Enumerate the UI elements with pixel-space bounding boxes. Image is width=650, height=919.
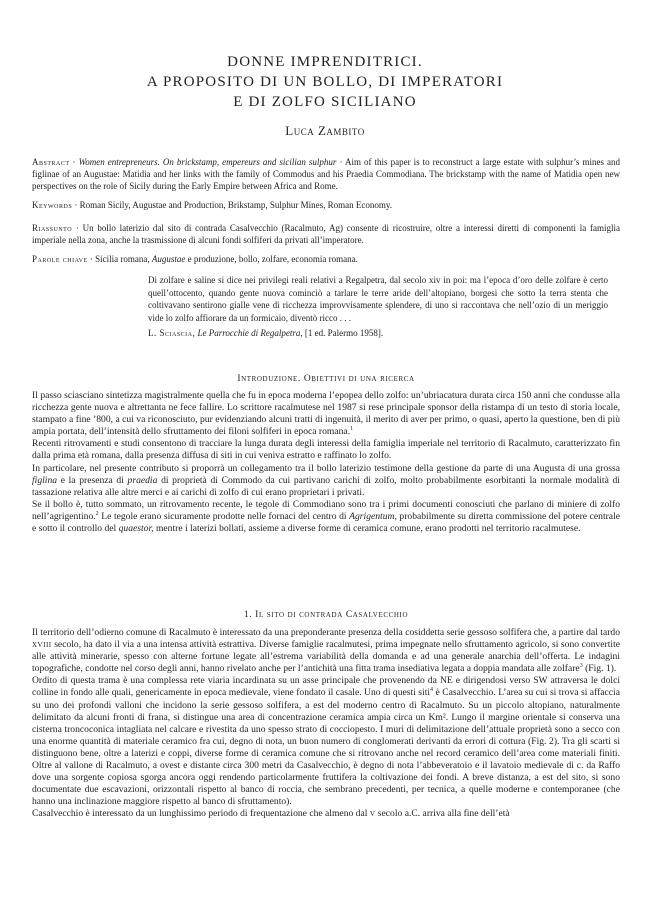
paragraph-text: Il territorio dell’odierno comune di Racalmuto è interessato da una preponderante presenza della cosiddetta serie gessoso solfifera che, a partire dal tardo [32,627,620,638]
paragraph-text: Se il bollo è, tutto sommato, un ritrovamento recente, le tegole di Commodiano sono tra i primi documenti conosciuti che parlano di miniere di zolfo nell’agrigentino. [32,498,620,522]
parole-chiave-label: Parole chiave [32,254,88,264]
paragraph [32,675,620,808]
keywords: Keywords · Roman Sicily, Augustae and Production, Brikstamp, Sulphur Mines, Roman Economy. [32,200,392,210]
abstract-title: Women entrepreneurs. On brickstamp, empereurs and sicilian sulphur [78,157,337,167]
paragraph [32,390,620,438]
figure-ref: (Fig. 1). [585,663,617,675]
article-title-line-1: DONNE IMPRENDITRICI. [227,54,423,70]
paragraph-text: Il passo sciasciano sintetizza magistralmente quella che fu in epoca moderna l’epopea dello zolfo: un’ubriacatura durata circa 150 anni che condusse alla ricchezza gente nuova e altrettanta ne fece fallire. Lo scrittore racalmutese nel 1987 si rese principale sponsor della ristampa di un testo di storia locale, stampato a fine ’800, a cui va riconosciuto, pur evidenziando alcuni tratti di ingenuità, il merito di aver per primo, o quasi, aperto la questione, ben di più ampia portata, dell’intensità dello sfruttamento dei filoni solfiferi in epoca romana. [32,390,620,438]
quote-edition: [1 ed. Palermo 1958]. [304,328,384,338]
italic-term: figlina [32,474,58,486]
quote-citation [148,327,608,340]
paragraph-text: Le tegole erano sicuramente prodotte nelle fornaci del centro di [101,510,347,522]
footnote-ref[interactable]: 3 [579,663,583,670]
footnote-ref[interactable]: 4 [430,687,434,694]
paragraph-text: è Casalvecchio. L’area su cui si trova si affaccia su uno dei profondi valloni che incidono la serie gessoso solfifera, a est del moderno centro di Racalmuto. Su un piccolo altopiano, naturalmente delimitato da alcuni fronti di frana, si distingue una area di concentrazione ceramica ampia circa un Km². Lungo il margine orientale si conserva una cisterna troncoconica intagliata nel calcare e rivestita da uno spesso strato di cocciopesto. I muri di delimitazione dell’attuale proprietà sono a secco con una enorme quantità di materiale ceramico fra cui, degno di nota, un buon numero di conglomerati derivanti da errori di cottura (Fig. 2). Tra gli scarti si distinguono bene, oltre a laterizi e coppi, diverse forme di ceramica comune che si ritrovano anche nel record ceramico dell’area come materiali finiti. Oltre al vallone di Racalmuto, a ovest e distante circa 300 metri da Casalvecchio, è degno di nota l’abbeveratoio e il lavatoio medievale di c. da Raffo dove una sorgente copiosa sgorga ancora oggi rendendo particolarmente fruttifera la coltivazione dei fondi. A breve distanza, a est del sito, si sono documentate due escavazioni, orizzontali rispetto al banco di roccia, che sembrano precedenti, per tecnica, a quelle moderne e contemporanee (che hanno una inclinazione maggiore rispetto al banco di sfruttamento). [32,687,620,808]
paragraph-text: Ordito di questa trama è una complessa rete viaria incardinata su un asse principale che provenendo da NE e dirigendosi verso SW attraversa le dolci colline in fondo alle quali, genericamente in epoca medievale, viene fondato il casale. Uno di questi siti [32,675,620,699]
paragraph-text: Casalvecchio è interessato da un lunghissimo periodo di frequentazione che almeno dal [32,808,368,820]
paragraph-text: secolo, ha dato il via a una intensa attività estrattiva. Diverse famiglie racalmutesi, prima impegnate nello sfruttamento agricolo, si sono convertite alle attività minerarie, spesso con alterne fortune legate all’estrema variabilità della domanda e ad una generale anarchia dell’offerta. Le indagini topografiche, condotte nel corso degli anni, hanno rivelato anche per l’antichità una fitta trama insediativa legata a doppia mandata alle zolfare [32,639,620,675]
paragraph-text: mentre i laterizi bollati, assieme a diverse forme di ceramica comune, erano prodotti nel territorio racalmutese. [155,523,581,535]
article-title-line-2: A PROPOSITO DI UN BOLLO, DI IMPERATORI [146,74,504,90]
abstract-label: Abstract [32,157,70,167]
paragraph-text: di proprietà di Commodo da cui partivano carichi di zolfo, molto probabilmente esorbitanti la normale modalità di tassazione relativa alle altre merci e ai carichi di zolfo di cui erano proprietari i privati. [32,474,620,498]
article-title-line-3: E DI ZOLFO SICILIANO [233,94,417,110]
paragraph-text: secolo a.C. arriva alla fine dell’età [377,808,510,820]
paragraph-text: probabilmente su diretta commissione del potere centrale e sotto il controllo del [32,510,620,535]
italic-term: praedia [127,474,158,486]
section-body-casalvecchio [32,627,620,821]
paragraph-text: In particolare, nel presente contributo si proporrà un collegamento tra il bollo laterizio testimone della gestione da parte di una Augusta di una grossa [32,462,620,474]
keywords-text: Roman Sicily, Augustae and Production, Brikstamp, Sulphur Mines, Roman Economy. [79,200,392,210]
italic-term: quaestor, [118,523,154,535]
parole-chiave: Parole chiave · Sicilia romana, Augustae e produzione, bollo, zolfare, economia romana. [32,254,358,264]
abstract-text: Aim of this paper is to reconstruct a large estate with sulphur’s mines and figlinae of an Augustae: Matidia and her links with the family of Commodus and his Praedia Commodiana. The brickstamp with the name of Matidia open new perspectives on the role of Sicily during the Early Empire between Africa and Rome. [32,157,620,191]
italic-term: Agrigentum, [349,510,397,522]
section-heading-introduzione: Introduzione. Obiettivi di una ricerca [237,374,415,384]
quote-text: Di zolfare e saline si dice nei privilegi reali relativi a Regalpetra, dal secolo xiv in poi: ma l’epoca d’oro delle zolfare è certo quell’ottocento, quando gente nuova cominciò a tarlare le terre aride dell’altopiano, borgesi che sotto la terra stenta che coltivavano sentirono gialle vene di ricchezza improvvisamente splendere, di uno si raccontava che nell’ozio di un meriggio vide lo zolfo affiorare da un formicaio, diventò ricco . . . [148,275,608,323]
quote-work: Le Parrocchie di Regalpetra, [197,328,303,338]
paragraph [32,627,620,675]
keywords-label: Keywords [32,200,73,210]
parole-chiave-text-b: e produzione, bollo, zolfare, economia romana. [187,254,358,264]
parole-chiave-text-a: Sicilia romana, [95,254,150,264]
paragraph-text: e la presenza di [60,474,124,486]
riassunto: Riassunto · Un bollo laterizio dal sito di contrada Casalvecchio (Racalmuto, Ag) consente di ricostruire, oltre a interessi diretti di componenti la famiglia imperiale nella zona, anche la trasmissione di alcuni fondi solfiferi da privati all’imperatore. [32,223,620,245]
riassunto-text: Un bollo laterizio dal sito di contrada Casalvecchio (Racalmuto, Ag) consente di ricostruire, oltre a interessi diretti di componenti la famiglia imperiale nella zona, anche la trasmissione di alcuni fondi solfiferi da privati all’imperatore. [32,223,620,245]
section-heading-casalvecchio: 1. Il sito di contrada Casalvecchio [243,610,409,620]
footnote-ref[interactable]: 1 [350,426,354,433]
section-body-introduzione [32,390,620,535]
author-name: Luca Zambito [285,123,365,138]
riassunto-label: Riassunto [32,223,73,233]
footnote-ref[interactable]: 2 [95,510,99,517]
century-numeral: v [369,808,376,820]
quote-author: L. Sciascia, [148,328,196,338]
paragraph [32,499,620,535]
century-numeral: xviii [32,639,52,651]
paragraph [32,438,620,462]
paragraph-text: Recenti ritrovamenti e studi consentono di tracciare la lunga durata degli interessi della famiglia imperiale nel territorio di Racalmuto, caratterizzato fin dalla prima età romana, dalla presenza diffusa di siti in cui veniva estratto e raffinato lo zolfo. [32,438,620,462]
paragraph [32,808,620,820]
abstract: Abstract · Women entrepreneurs. On brickstamp, empereurs and sicilian sulphur · Aim of this paper is to reconstruct a large estate with sulphur’s mines and figlinae of an Augustae: Matidia and her links with the family of Commodus and his Praedia Commodiana. The brickstamp with the name of Matidia open new perspectives on the role of Sicily during the Early Empire between Africa and Rome. [32,157,620,191]
epigraph-quote [148,274,608,340]
paragraph [32,463,620,499]
parole-chiave-italic: Augustae [151,254,186,264]
